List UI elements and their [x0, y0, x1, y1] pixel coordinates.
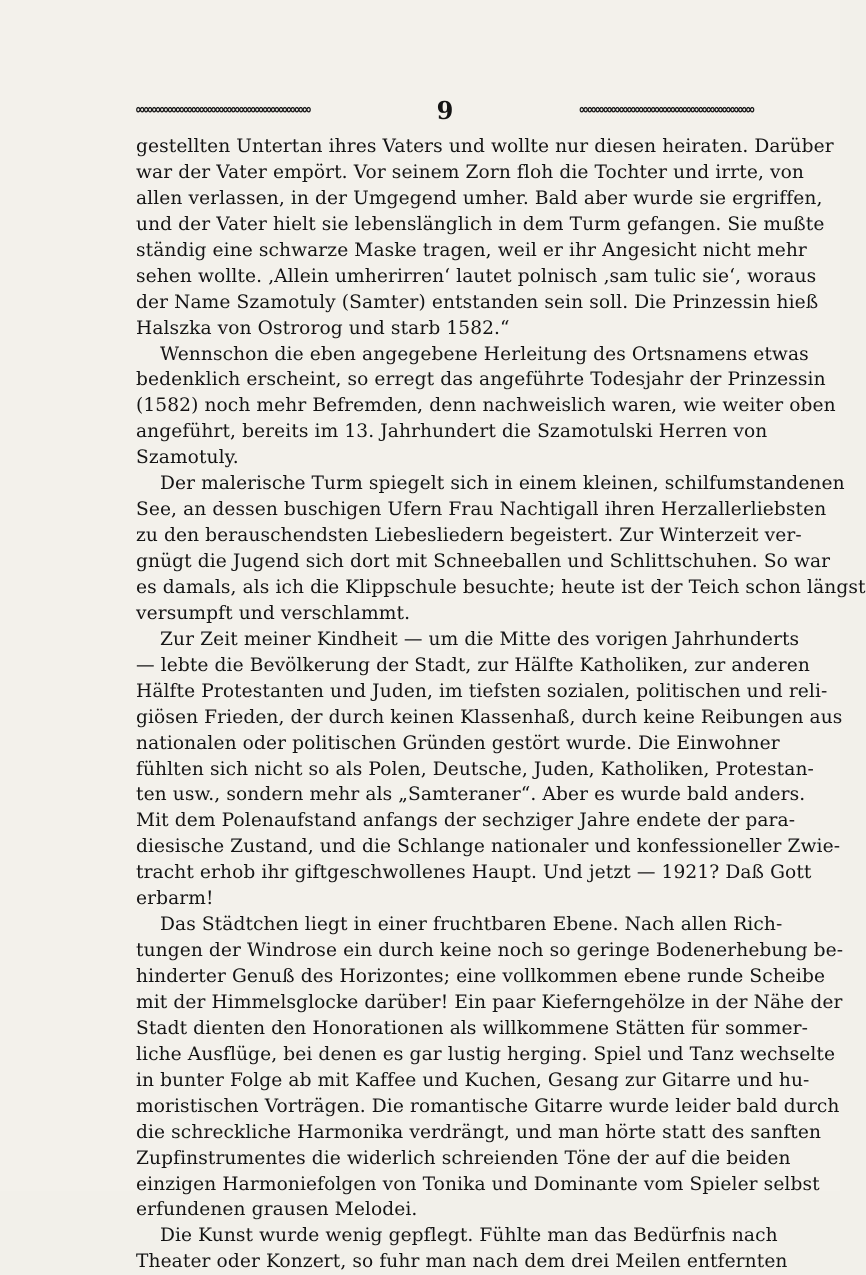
text-line: giösen Frieden, der durch keinen Klassenhaß, durch keine Reibungen aus	[136, 706, 843, 728]
text-line: — lebte die Bevölkerung der Stadt, zur Hälfte Katholiken, zur anderen	[136, 654, 810, 676]
text-line: es damals, als ich die Klippschule besuchte; heute ist der Teich schon längst	[136, 576, 866, 598]
text-line: zu den berauschendsten Liebesliedern begeistert. Zur Winterzeit ver-	[136, 525, 802, 547]
text-line: und der Vater hielt sie lebenslänglich in dem Turm gefangen. Sie mußte	[136, 213, 825, 235]
header-ornament-right: ∞∞∞∞∞∞∞∞∞∞∞∞∞∞∞∞∞∞∞∞∞∞	[579, 102, 754, 118]
text-line: fühlten sich nicht so als Polen, Deutsche, Juden, Katholiken, Protestan-	[136, 758, 814, 780]
text-line: ten usw., sondern mehr als „Samteraner“. Aber es wurde bald anders.	[136, 784, 806, 806]
text-line: gnügt die Jugend sich dort mit Schneeballen und Schlittschuhen. So war	[136, 551, 831, 572]
text-line: versumpft und verschlammt.	[136, 602, 411, 624]
text-line: liche Ausflüge, bei denen es gar lustig herging. Spiel und Tanz wechselte	[136, 1043, 836, 1065]
text-line: diesische Zustand, und die Schlange nationaler und konfessioneller Zwie-	[136, 836, 841, 858]
text-line: (1582) noch mehr Befremden, denn nachweislich waren, wie weiter oben	[136, 395, 836, 417]
text-line: Halszka von Ostrorog und starb 1582.“	[136, 317, 510, 339]
text-line: in bunter Folge ab mit Kaffee und Kuchen, Gesang zur Gitarre und hu-	[136, 1069, 810, 1091]
text-line: Zur Zeit meiner Kindheit — um die Mitte des vorigen Jahrhunderts	[160, 628, 800, 650]
page-number: 9	[436, 95, 454, 125]
text-line: sehen wollte. ‚Allein umherirren‘ lautet polnisch ‚sam tulic sie‘, woraus	[136, 265, 817, 287]
text-line: einzigen Harmoniefolgen von Tonika und Dominante vom Spieler selbst	[136, 1173, 820, 1195]
text-line: Stadt dienten den Honorationen als willkommene Stätten für sommer-	[136, 1017, 809, 1039]
text-line: Hälfte Protestanten und Juden, im tiefsten sozialen, politischen und reli-	[136, 680, 828, 702]
text-line: Theater oder Konzert, so fuhr man nach dem drei Meilen entfernten	[136, 1251, 788, 1273]
text-line: gestellten Untertan ihres Vaters und wollte nur diesen heiraten. Darüber	[136, 136, 834, 157]
text-line: der Name Szamotuly (Samter) entstanden sein soll. Die Prinzessin hieß	[136, 291, 819, 313]
text-line: allen verlassen, in der Umgegend umher. Bald aber wurde sie ergriffen,	[136, 187, 823, 209]
text-line: Die Kunst wurde wenig gepflegt. Fühlte man das Bedürfnis nach	[160, 1225, 778, 1247]
text-line: erfundenen grausen Melodei.	[136, 1199, 418, 1221]
text-line: See, an dessen buschigen Ufern Frau Nachtigall ihren Herzallerliebsten	[136, 499, 827, 521]
text-line: die schreckliche Harmonika verdrängt, und man hörte statt des sanften	[136, 1121, 822, 1143]
text-line: ständig eine schwarze Maske tragen, weil er ihr Angesicht nicht mehr	[136, 239, 807, 261]
text-line: angeführt, bereits im 13. Jahrhundert die Szamotulski Herren von	[136, 421, 768, 443]
text-line: Wennschon die eben angegebene Herleitung des Ortsnamens etwas	[160, 343, 809, 365]
text-line: war der Vater empört. Vor seinem Zorn floh die Tochter und irrte, von	[136, 161, 804, 183]
text-line: tungen der Windrose ein durch keine noch so geringe Bodenerhebung be-	[136, 940, 844, 962]
text-line: moristischen Vorträgen. Die romantische Gitarre wurde leider bald durch	[136, 1095, 840, 1117]
text-line: Das Städtchen liegt in einer fruchtbaren Ebene. Nach allen Rich-	[160, 914, 783, 936]
text-line: erbarm!	[136, 888, 214, 910]
text-line: mit der Himmelsglocke darüber! Ein paar Kieferngehölze in der Nähe der	[136, 991, 843, 1013]
text-line: Szamotuly.	[136, 447, 239, 469]
text-line: Der malerische Turm spiegelt sich in einem kleinen, schilfumstandenen	[160, 473, 845, 495]
text-line: Mit dem Polenaufstand anfangs der sechziger Jahre endete der para-	[136, 810, 796, 832]
header-ornament-left: ∞∞∞∞∞∞∞∞∞∞∞∞∞∞∞∞∞∞∞∞∞∞	[136, 102, 311, 118]
text-line: tracht erhob ihr giftgeschwollenes Haupt. Und jetzt — 1921? Daß Gott	[136, 862, 812, 884]
text-line: bedenklich erscheint, so erregt das angeführte Todesjahr der Prinzessin	[136, 369, 826, 391]
text-line: nationalen oder politischen Gründen gestört wurde. Die Einwohner	[136, 732, 780, 754]
page-header	[136, 92, 754, 128]
text-line: hinderter Genuß des Horizontes; eine vollkommen ebene runde Scheibe	[136, 966, 826, 987]
text-line: Zupfinstrumentes die widerlich schreienden Töne der auf die beiden	[136, 1147, 791, 1169]
body-text	[136, 134, 866, 1275]
